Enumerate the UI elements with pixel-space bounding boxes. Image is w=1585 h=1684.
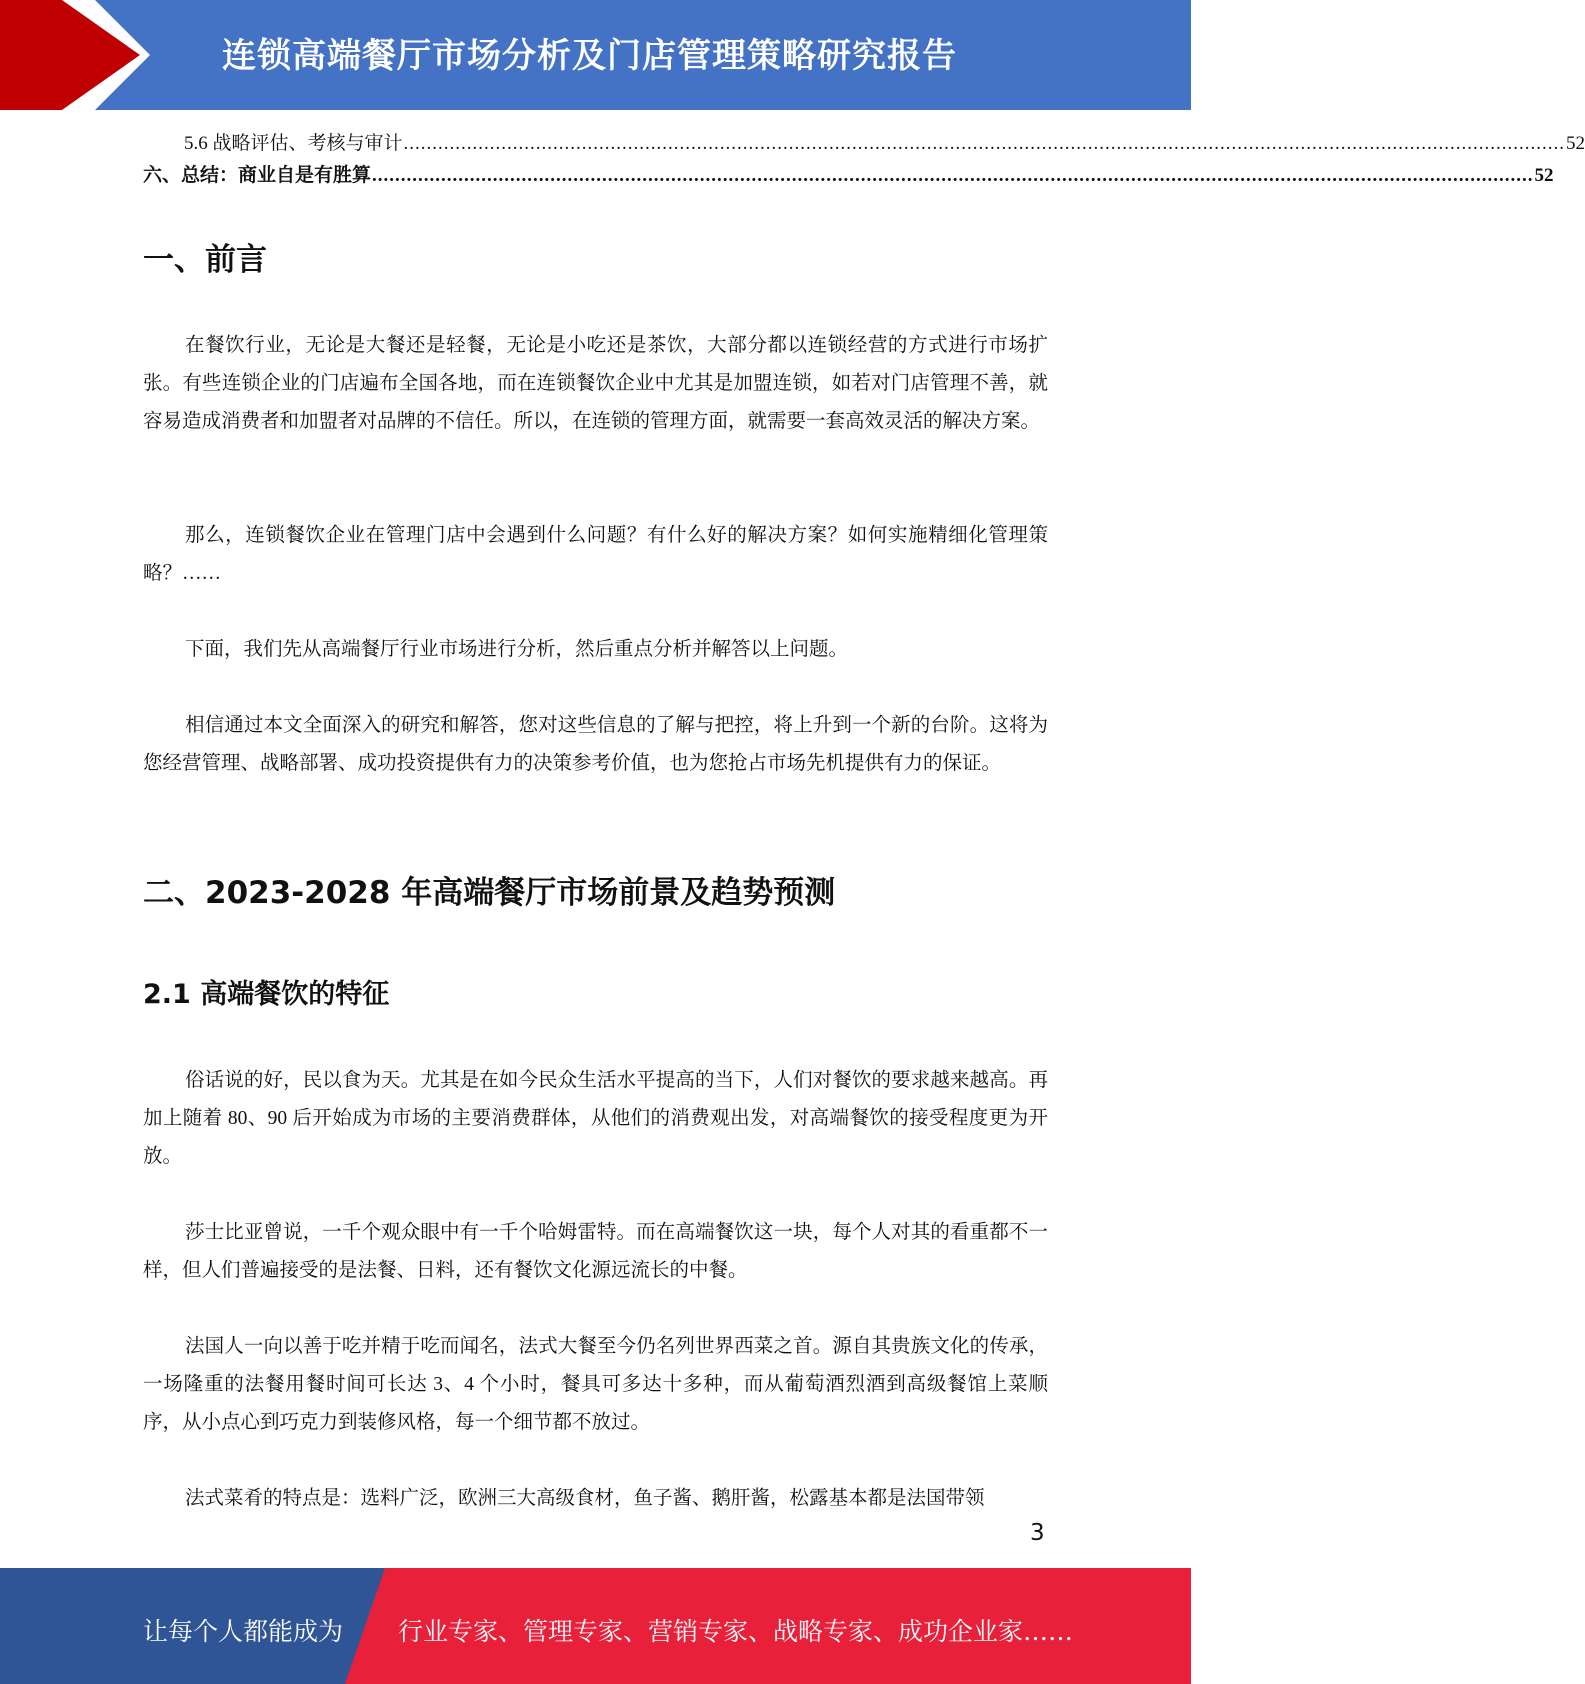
section-heading: 二、2023-2028 年高端餐厅市场前景及趋势预测	[143, 875, 836, 911]
toc-leader-dots: ..........................................................................................................................................................................................................	[372, 165, 1534, 186]
toc-entry-page: 52	[1534, 165, 1554, 186]
toc-entry-page: 52	[1566, 133, 1585, 154]
paragraph: 法式菜肴的特点是：选料广泛，欧洲三大高级食材，鱼子酱、鹅肝酱，松露基本都是法国带领	[185, 1488, 985, 1509]
paragraph: 法国人一向以善于吃并精于吃而闻名，法式大餐至今仍名列世界西菜之首。源自其贵族文化的传承，一场隆重的法餐用餐时间可长达 3、4 个小时，餐具可多达十多种，而从葡萄酒烈酒到高级餐馆上菜顺序，从小点心到巧克力到装修风格，每一个细节都不放过。	[143, 1336, 1048, 1433]
paragraph: 莎士比亚曾说，一千个观众眼中有一千个哈姆雷特。而在高端餐饮这一块，每个人对其的看重都不一样，但人们普遍接受的是法餐、日料，还有餐饮文化源远流长的中餐。	[143, 1222, 1048, 1281]
subsection-heading: 2.1 高端餐饮的特征	[143, 979, 390, 1010]
toc-entry-label: 5.6 战略评估、考核与审计	[184, 133, 403, 154]
paragraph: 在餐饮行业，无论是大餐还是轻餐，无论是小吃还是茶饮，大部分都以连锁经营的方式进行市场扩张。有些连锁企业的门店遍布全国各地，而在连锁餐饮企业中尤其是加盟连锁，如若对门店管理不善，就容易造成消费者和加盟者对品牌的不信任。所以，在连锁的管理方面，就需要一套高效灵活的解决方案。	[143, 335, 1048, 432]
footer-slogan-left: 让每个人都能成为	[143, 1617, 344, 1646]
body-text	[143, 0, 1048, 1560]
toc-leader-dots: ..........................................................................................................................................................................................................	[403, 133, 1566, 154]
paragraph: 下面，我们先从高端餐厅行业市场进行分析，然后重点分析并解答以上问题。	[185, 639, 849, 660]
toc-entry-label: 六、总结：商业自是有胜算	[143, 165, 372, 186]
paragraph: 那么，连锁餐饮企业在管理门店中会遇到什么问题？有什么好的解决方案？如何实施精细化管理策略？……	[143, 525, 1048, 584]
page-footer	[0, 1568, 1191, 1684]
report-title: 连锁高端餐厅市场分析及门店管理策略研究报告	[222, 36, 957, 76]
section-heading: 一、前言	[143, 242, 267, 278]
paragraph: 俗话说的好，民以食为天。尤其是在如今民众生活水平提高的当下，人们对餐饮的要求越来越高。再加上随着 80、90 后开始成为市场的主要消费群体，从他们的消费观出发，对高端餐饮的接受程度更为开放。	[143, 1070, 1048, 1167]
paragraph: 相信通过本文全面深入的研究和解答，您对这些信息的了解与把控，将上升到一个新的台阶。这将为您经营管理、战略部署、成功投资提供有力的决策参考价值，也为您抢占市场先机提供有力的保证。	[143, 715, 1048, 774]
page-number: 3	[1030, 1520, 1045, 1546]
footer-slogan-right: 行业专家、管理专家、营销专家、战略专家、成功企业家……	[398, 1617, 1074, 1646]
